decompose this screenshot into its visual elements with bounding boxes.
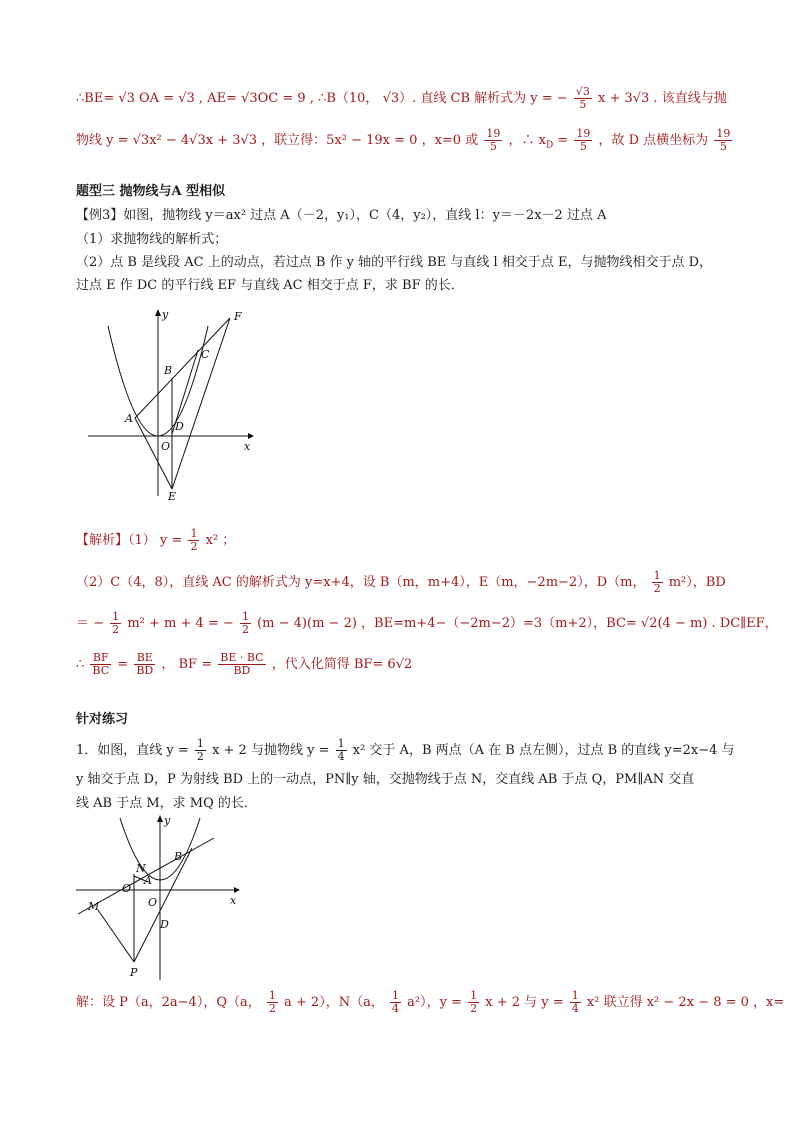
fraction-num: 1 (112, 610, 120, 623)
label-b: B (164, 364, 173, 377)
example-line-3: （2）点 B 是线段 AC 上的动点，若过点 B 作 y 轴的平行线 BE 与直线 l 相交于点 E，与抛物线相交于点 D， (76, 255, 713, 270)
solution-1-text-a: （1） y = (128, 533, 183, 548)
fraction (134, 652, 155, 677)
fraction-num: 19 (716, 127, 731, 140)
solution-3-text-c: (m − 4)(m − 2) ，BE=m+4−（−2m−2）=3（m+2），BC= √2(4 − m) . DC∥EF， (257, 616, 778, 631)
example-line-1: 【例3】如图，抛物线 y＝ax² 过点 A（－2，y₁），C（4，y₂），直线 l：y＝－2x－2 过点 A (76, 208, 607, 223)
fraction (484, 128, 502, 153)
x-axis-arrow-icon (248, 433, 254, 439)
label-a: A (144, 874, 152, 887)
label-o: O (148, 896, 158, 909)
fraction (336, 738, 347, 763)
top-line-2-text-a: 物线 y = √3x² − 4√3x + 3√3 ，联立得：5x² − 19x = 0 ，x=0 或 (76, 133, 479, 148)
section-title: 题型三 抛物线与A 型相似 (76, 184, 226, 199)
example-line-4: 过点 E 作 DC 的平行线 EF 与直线 AC 相交于点 F，求 BF 的长． (76, 278, 464, 293)
fraction (267, 990, 278, 1015)
fraction-den: 4 (337, 750, 345, 763)
label-b: B (174, 850, 183, 863)
equals-sign: = (117, 657, 129, 672)
fraction-num: 19 (576, 127, 591, 140)
figure-1-svg (80, 306, 260, 506)
fraction-den: 2 (470, 1002, 478, 1015)
example-line-2: （1）求抛物线的解析式； (76, 232, 228, 247)
solution-3-text-a: ＝ − (76, 616, 105, 631)
line-l (135, 418, 172, 489)
label-m: M (88, 900, 100, 913)
fraction (714, 128, 732, 153)
solution-1-line-3 (76, 610, 778, 636)
fraction-num: BF (90, 652, 111, 665)
x-axis-arrow-icon (234, 887, 240, 893)
label-y: y (162, 308, 169, 321)
solution-1-line-2 (76, 570, 734, 595)
solution-label: 【解析】 (76, 533, 129, 548)
solution-3-text-b: m² + m + 4 = − (127, 616, 234, 631)
fraction (195, 738, 206, 763)
q1-text-c: x² 交于 A，B 两点（A 在 B 点左侧），过点 B 的直线 y=2x−4 与 (352, 743, 735, 758)
fraction-den: 2 (653, 582, 661, 595)
q1-text-b: x + 2 与抛物线 y = (212, 743, 330, 758)
label-o: O (161, 440, 171, 453)
fraction-num: 1 (241, 610, 249, 623)
fraction (188, 528, 199, 553)
label-p: P (130, 966, 138, 979)
fraction-den: 5 (719, 140, 727, 153)
fraction-den: 2 (190, 540, 198, 553)
fraction (390, 990, 401, 1015)
top-line-1-text-a: ∴BE= √3 OA = √3 , AE= √3OC = 9 , ∴B（10， √3）. 直线 CB 解析式为 y = − (76, 91, 568, 106)
fraction-num: 19 (486, 127, 501, 140)
label-d: D (175, 420, 184, 433)
practice-title: 针对练习 (76, 712, 129, 727)
fraction-den: 2 (241, 623, 249, 636)
solution-4-text-a: ∴ (76, 657, 85, 672)
fraction-den: BD (233, 664, 251, 677)
solution-2-text-a: 解：设 P（a，2a−4），Q（a， (76, 995, 261, 1010)
solution-4-text-c: ，代入化简得 BF= 6√2 (271, 657, 413, 672)
figure-parabola-line (74, 812, 250, 984)
fraction-num: 1 (653, 569, 661, 582)
line-ef (172, 318, 230, 489)
fraction (468, 990, 479, 1015)
line-pm (98, 910, 134, 962)
fraction-num: 1 (268, 989, 276, 1002)
top-line-2 (76, 128, 734, 156)
label-e: E (168, 490, 177, 503)
fraction (574, 86, 592, 111)
top-line-2-text-d: ，故 D 点横坐标为 (598, 133, 709, 148)
figure-2-svg (74, 812, 250, 984)
top-line-2-text-c: = (553, 133, 569, 148)
fraction-num: 1 (190, 527, 198, 540)
label-x: x (230, 894, 237, 907)
q1-text-a: 1．如图，直线 y = (76, 743, 189, 758)
subscript: D (545, 140, 554, 151)
practice-q1-line-3: 线 AB 于点 M，求 MQ 的长． (76, 796, 257, 811)
label-o-left: O (122, 882, 132, 895)
top-line-2-text-b: ，∴ x (508, 133, 546, 148)
label-x: x (244, 440, 251, 453)
solution-1-line-1 (76, 528, 734, 553)
label-f: F (234, 310, 242, 323)
fraction-den: 2 (268, 1002, 276, 1015)
solution-2-text-b: m²），BD (668, 575, 726, 590)
fraction-den: 5 (579, 140, 587, 153)
y-axis-arrow-icon (157, 815, 163, 822)
line-ac (135, 318, 230, 418)
fraction-den: 2 (196, 750, 204, 763)
solution-2-text-b: a + 2），N（a， (284, 995, 384, 1010)
fraction-num: BE (134, 652, 155, 665)
solution-2-text-c: a²），y = (407, 995, 462, 1010)
fraction-den: BD (136, 664, 154, 677)
label-d: D (160, 918, 169, 931)
solution-2-text-e: x² 联立得 x² − 2x − 8 = 0 ，x= (586, 995, 785, 1010)
label-y: y (164, 814, 171, 827)
solution-1-text-b: x² ； (205, 533, 236, 548)
fraction-den: 5 (579, 98, 587, 111)
fraction (574, 128, 592, 153)
fraction-den: 2 (112, 623, 120, 636)
fraction-num: 1 (571, 989, 579, 1002)
solution-2-text-d: x + 2 与 y = (485, 995, 564, 1010)
figure-parabola-a-type (80, 306, 260, 506)
fraction (240, 611, 251, 636)
fraction-num: √3 (575, 85, 590, 98)
fraction (652, 570, 663, 595)
solution-4-text-b: ， BF = (161, 657, 213, 672)
top-line-1-text-b: x + 3√3 . 该直线与抛 (597, 91, 727, 106)
fraction-num: 1 (391, 989, 399, 1002)
fraction (110, 611, 121, 636)
fraction-den: 4 (391, 1002, 399, 1015)
practice-q1-line-1 (76, 738, 734, 763)
fraction-num: 1 (470, 989, 478, 1002)
solution-1-line-4 (76, 652, 734, 677)
fraction-num: 1 (337, 737, 345, 750)
solution-2-line (76, 989, 785, 1015)
practice-q1-line-2: y 轴交于点 D，P 为射线 BD 上的一动点，PN∥y 轴，交抛物线于点 N，交直线 AB 于点 Q，PM∥AN 交直 (76, 772, 695, 787)
top-line-1 (76, 86, 734, 111)
y-axis-arrow-icon (155, 309, 161, 316)
fraction-den: 4 (571, 1002, 579, 1015)
fraction-den: 5 (489, 140, 497, 153)
fraction (218, 652, 265, 677)
fraction-den: BC (92, 664, 110, 677)
label-a: A (125, 412, 133, 425)
label-c: C (201, 348, 210, 361)
label-n: N (136, 862, 146, 875)
fraction-num: BE · BC (220, 651, 264, 664)
solution-2-text-a: （2）C（4，8），直线 AC 的解析式为 y=x+4，设 B（m，m+4），E（m，−2m−2），D（m， (76, 575, 646, 590)
fraction-num: 1 (196, 737, 204, 750)
fraction (570, 990, 581, 1015)
fraction (90, 652, 111, 677)
